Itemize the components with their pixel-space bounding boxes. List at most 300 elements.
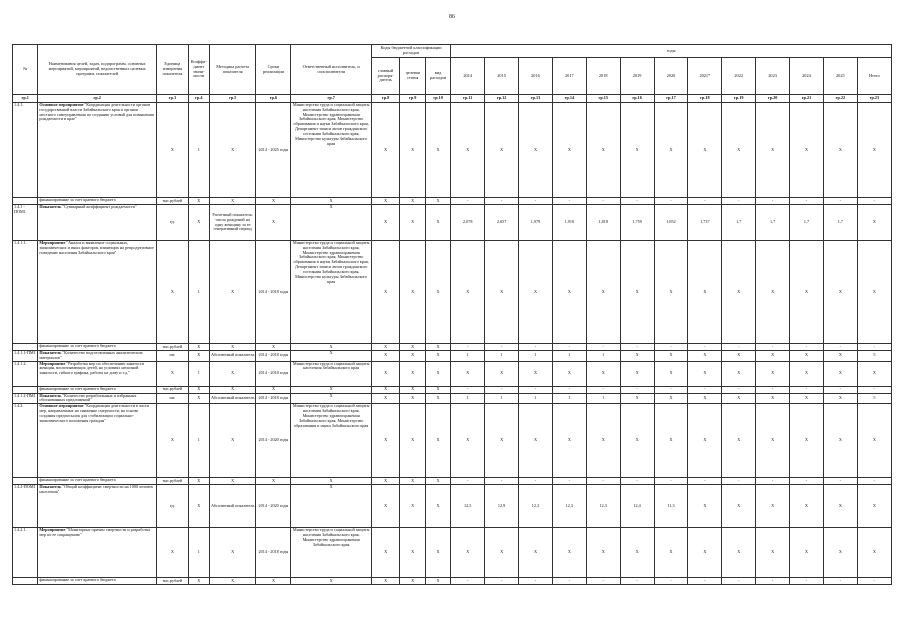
row-year-value: X: [519, 103, 553, 198]
row-year-value: X: [857, 205, 891, 241]
financing-row: [13, 386, 892, 393]
row-unit: X: [156, 528, 188, 578]
row-year-value: X: [654, 103, 688, 198]
row-num: 1.4.1.1-ПМ1: [13, 351, 38, 362]
row-period: 2014 - 2018 годы: [256, 361, 291, 386]
row-code: X: [425, 103, 450, 198]
row-year-value: -: [790, 478, 824, 485]
row-year-value: 1: [451, 393, 485, 404]
row-year-value: -: [586, 344, 620, 351]
financing-row: [13, 578, 892, 585]
row-year-value: 2,057: [485, 205, 519, 241]
row-year-value: -: [688, 386, 722, 393]
row-year-value: X: [485, 528, 519, 578]
row-code: X: [400, 103, 425, 198]
row-name: [38, 478, 157, 485]
row-year-value: -: [722, 578, 756, 585]
row-year-value: X: [451, 528, 485, 578]
row-year-value: X: [756, 485, 790, 528]
column-number: гр.16: [620, 95, 654, 103]
row-year-value: 1: [586, 393, 620, 404]
row-coef: X: [188, 351, 209, 362]
column-number: гр.19: [722, 95, 756, 103]
row-responsible: X: [291, 485, 371, 528]
row-year-value: X: [654, 241, 688, 344]
row-year-value: X: [756, 404, 790, 478]
row-year-value: X: [519, 361, 553, 386]
row-year-value: -: [586, 578, 620, 585]
row-year-value: X: [586, 241, 620, 344]
row-year-value: -: [790, 344, 824, 351]
row-year-value: 1,737: [688, 205, 722, 241]
column-number: гр.6: [256, 95, 291, 103]
row-kind: Мероприятие: [39, 361, 66, 366]
row-code: X: [371, 578, 400, 585]
row-year-value: -: [552, 344, 586, 351]
row-year-value: -: [857, 478, 891, 485]
row-year-value: -: [823, 198, 857, 205]
row-code: X: [400, 205, 425, 241]
row-year-value: -: [654, 386, 688, 393]
row-coef: 1: [188, 241, 209, 344]
row-code: X: [371, 528, 400, 578]
row-year-value: 1,759: [620, 205, 654, 241]
row-year-value: X: [688, 528, 722, 578]
row-year-value: X: [586, 404, 620, 478]
row-code: X: [400, 478, 425, 485]
row-year-value: -: [552, 478, 586, 485]
financing-row: [13, 198, 892, 205]
row-year-value: -: [654, 478, 688, 485]
row-year-value: -: [756, 478, 790, 485]
row-year-value: -: [451, 198, 485, 205]
row-year-value: 1,818: [586, 205, 620, 241]
header-year: Итого: [857, 58, 891, 95]
column-number: гр.5: [209, 95, 256, 103]
row-year-value: -: [688, 344, 722, 351]
column-number: гр.22: [823, 95, 857, 103]
table-row: [13, 241, 892, 344]
header-year: 2023: [756, 58, 790, 95]
row-year-value: 5: [857, 393, 891, 404]
table-row: [13, 393, 892, 404]
row-kind: Основное мероприятие: [39, 102, 84, 107]
row-year-value: 1,7: [722, 205, 756, 241]
row-year-value: -: [519, 344, 553, 351]
row-unit: X: [156, 404, 188, 478]
row-year-value: -: [586, 386, 620, 393]
row-year-value: 1,910: [552, 205, 586, 241]
row-text: финансирование за счет краевого бюджета: [39, 577, 116, 583]
header-budget-codes: Коды бюджетной классификации расходов: [371, 45, 450, 58]
row-year-value: -: [823, 578, 857, 585]
row-year-value: X: [620, 404, 654, 478]
row-method: X: [209, 478, 256, 485]
row-year-value: X: [586, 361, 620, 386]
row-kind: Показатель: [39, 484, 62, 490]
row-code: X: [371, 361, 400, 386]
row-unit: ед.: [156, 205, 188, 241]
row-method: X: [209, 198, 256, 205]
row-code: X: [425, 528, 450, 578]
row-text: "Суммарный коэффициент рождаемости": [62, 204, 137, 209]
row-num: 1.4.1.2-ПМ1: [13, 393, 38, 404]
row-year-value: X: [857, 485, 891, 528]
row-year-value: X: [857, 241, 891, 344]
row-year-value: 1: [451, 351, 485, 362]
row-code: X: [371, 103, 400, 198]
row-num: 1.4.2-ПОМ1: [13, 485, 38, 528]
row-name: [38, 386, 157, 393]
header-year: 2018: [586, 58, 620, 95]
row-name: [38, 198, 157, 205]
row-year-value: X: [620, 351, 654, 362]
column-number: гр.11: [451, 95, 485, 103]
row-year-value: -: [620, 344, 654, 351]
row-unit: тыс.рублей: [156, 198, 188, 205]
row-year-value: -: [688, 478, 722, 485]
row-name: [38, 404, 157, 478]
row-year-value: X: [722, 103, 756, 198]
header-year: 2014: [451, 58, 485, 95]
row-method: X: [209, 528, 256, 578]
row-year-value: X: [722, 361, 756, 386]
row-year-value: X: [552, 528, 586, 578]
row-year-value: -: [722, 478, 756, 485]
row-code: X: [400, 404, 425, 478]
row-year-value: X: [485, 361, 519, 386]
row-period: 2014 - 2018 годы: [256, 393, 291, 404]
row-method: X: [209, 344, 256, 351]
row-year-value: -: [485, 198, 519, 205]
row-year-value: -: [485, 386, 519, 393]
row-method: X: [209, 103, 256, 198]
row-period: X: [256, 386, 291, 393]
row-year-value: X: [823, 485, 857, 528]
row-num: 1.4.1.2.: [13, 361, 38, 386]
row-year-value: X: [790, 351, 824, 362]
row-kind: Показатель: [39, 393, 62, 398]
financing-row: [13, 478, 892, 485]
header-num: №: [13, 45, 38, 95]
row-period: X: [256, 198, 291, 205]
row-unit: тыс.рублей: [156, 386, 188, 393]
row-year-value: -: [722, 344, 756, 351]
column-number-row: [13, 95, 892, 103]
row-name: [38, 103, 157, 198]
row-period: 2014 - 2018 годы: [256, 351, 291, 362]
row-code: X: [425, 578, 450, 585]
row-year-value: X: [451, 103, 485, 198]
row-name: [38, 528, 157, 578]
row-coef: 1: [188, 103, 209, 198]
row-text: "Общий коэффициент смертности на 1000 человек населения": [39, 484, 154, 495]
row-text: финансирование за счет краевого бюджета: [39, 386, 116, 391]
column-number: гр.12: [485, 95, 519, 103]
row-code: X: [371, 241, 400, 344]
row-year-value: X: [722, 351, 756, 362]
row-code: X: [400, 351, 425, 362]
header-coef: Коэффи-циент значи-мости: [188, 45, 209, 95]
row-year-value: 1,979: [519, 205, 553, 241]
table-body: [13, 103, 892, 585]
row-year-value: X: [620, 241, 654, 344]
row-code: X: [400, 198, 425, 205]
row-num: [13, 386, 38, 393]
row-year-value: 12,4: [620, 485, 654, 528]
row-year-value: X: [790, 485, 824, 528]
row-year-value: 1: [519, 351, 553, 362]
row-num: [13, 344, 38, 351]
row-year-value: -: [722, 198, 756, 205]
row-code: X: [371, 344, 400, 351]
row-year-value: -: [790, 198, 824, 205]
table-row: [13, 361, 892, 386]
row-year-value: -: [688, 198, 722, 205]
row-year-value: X: [688, 241, 722, 344]
row-period: X: [256, 344, 291, 351]
row-year-value: 12,3: [552, 485, 586, 528]
row-period: 2014 - 2018 годы: [256, 528, 291, 578]
row-year-value: -: [586, 478, 620, 485]
row-year-value: X: [823, 351, 857, 362]
row-year-value: X: [857, 528, 891, 578]
row-code: X: [400, 393, 425, 404]
row-year-value: X: [722, 241, 756, 344]
row-coef: 1: [188, 361, 209, 386]
row-unit: ед.: [156, 485, 188, 528]
row-code: X: [425, 198, 450, 205]
row-year-value: X: [620, 393, 654, 404]
header-unit: Единица измерения показателя: [156, 45, 188, 95]
row-name: [38, 393, 157, 404]
row-year-value: X: [654, 361, 688, 386]
row-year-value: X: [790, 393, 824, 404]
table-row: [13, 103, 892, 198]
row-code: X: [400, 386, 425, 393]
row-year-value: -: [451, 478, 485, 485]
row-coef: 1: [188, 404, 209, 478]
row-year-value: X: [451, 404, 485, 478]
row-kind: Мероприятие: [39, 240, 66, 245]
row-year-value: -: [756, 386, 790, 393]
row-year-value: X: [586, 103, 620, 198]
row-year-value: -: [654, 344, 688, 351]
header-method: Методика расчета показателя: [209, 45, 256, 95]
row-unit: тыс.рублей: [156, 478, 188, 485]
row-year-value: X: [790, 404, 824, 478]
row-year-value: X: [654, 528, 688, 578]
header-year: 2019: [620, 58, 654, 95]
row-year-value: X: [552, 404, 586, 478]
row-year-value: -: [620, 578, 654, 585]
column-number: гр.13: [519, 95, 553, 103]
row-year-value: 12,5: [451, 485, 485, 528]
row-year-value: -: [485, 578, 519, 585]
row-coef: X: [188, 344, 209, 351]
header-main-manager: главный распоря-дитель: [371, 58, 400, 95]
row-period: X: [256, 478, 291, 485]
row-code: X: [425, 241, 450, 344]
row-year-value: -: [756, 198, 790, 205]
row-unit: тыс.рублей: [156, 578, 188, 585]
row-year-value: X: [756, 351, 790, 362]
row-code: X: [400, 361, 425, 386]
row-name: [38, 351, 157, 362]
row-num: 1.4.1.1.: [13, 241, 38, 344]
header-year: 2022: [722, 58, 756, 95]
row-year-value: -: [519, 478, 553, 485]
row-year-value: X: [823, 528, 857, 578]
table-row: [13, 404, 892, 478]
row-code: X: [371, 485, 400, 528]
row-year-value: X: [823, 103, 857, 198]
row-responsible: Министерство труда и социальной защиты населения Забайкальского края, Министерство здравоохранения Забайкальского края, Министерство образования и науки Забайкальского края: [291, 404, 371, 478]
row-year-value: X: [654, 404, 688, 478]
row-coef: X: [188, 578, 209, 585]
row-year-value: -: [756, 578, 790, 585]
row-year-value: -: [790, 386, 824, 393]
row-year-value: X: [552, 361, 586, 386]
row-year-value: X: [451, 361, 485, 386]
row-code: X: [425, 393, 450, 404]
row-responsible: X: [291, 478, 371, 485]
row-year-value: 1,852: [654, 205, 688, 241]
row-period: 2014 - 2020 годы: [256, 485, 291, 528]
column-number: гр.2: [38, 95, 157, 103]
row-responsible: X: [291, 198, 371, 205]
column-number: гр.8: [371, 95, 400, 103]
row-code: X: [400, 344, 425, 351]
row-period: 2014 - 2025 годы: [256, 103, 291, 198]
row-year-value: -: [688, 578, 722, 585]
row-year-value: X: [722, 485, 756, 528]
row-year-value: 1,7: [756, 205, 790, 241]
row-code: X: [425, 478, 450, 485]
row-text: "Разработка мер по обеспечению занятости женщин, воспитывающих детей, на условиях неполной занятости, гибкого графика, работы на дому и т.д.": [39, 361, 144, 376]
row-year-value: -: [823, 386, 857, 393]
column-number: гр.23: [857, 95, 891, 103]
header-year: 2015: [485, 58, 519, 95]
row-year-value: 12,9: [485, 485, 519, 528]
table-row: [13, 485, 892, 528]
row-year-value: X: [756, 528, 790, 578]
row-year-value: -: [519, 386, 553, 393]
row-year-value: -: [790, 578, 824, 585]
row-year-value: 1: [586, 351, 620, 362]
header-period: Сроки реализации: [256, 45, 291, 95]
program-measures-table: [12, 44, 892, 585]
row-period: 2014 - 2020 годы: [256, 404, 291, 478]
row-responsible: X: [291, 386, 371, 393]
row-year-value: 1: [485, 393, 519, 404]
row-code: X: [425, 361, 450, 386]
header-target-article: целевая статья: [400, 58, 425, 95]
row-year-value: X: [552, 241, 586, 344]
row-year-value: -: [722, 386, 756, 393]
row-year-value: X: [857, 361, 891, 386]
row-method: Абсолютный показатель: [209, 393, 256, 404]
row-text: финансирование за счет краевого бюджета: [39, 477, 116, 483]
row-year-value: X: [688, 361, 722, 386]
row-period: X: [256, 578, 291, 585]
header-responsible: Ответственный исполнитель, и соисполнители: [291, 45, 371, 95]
row-code: X: [400, 241, 425, 344]
row-code: X: [371, 478, 400, 485]
row-year-value: X: [654, 393, 688, 404]
row-text: "Координация деятельности органов государственной власти Забайкальского края и органов местного самоуправления по созданию условий для повышения рождаемости в крае": [39, 102, 154, 122]
row-code: X: [371, 404, 400, 478]
row-year-value: X: [756, 393, 790, 404]
row-year-value: X: [722, 404, 756, 478]
row-unit: шт.: [156, 393, 188, 404]
row-year-value: -: [451, 386, 485, 393]
row-responsible: Министерство труда и социальной защиты населения Забайкальского края, Министерство здравоохранения Забайкальского края, Министерство образования и науки Забайкальского края, Департамент записи актов гражданского состояния Забайкальского края, Министерство культуры Забайкальского края: [291, 241, 371, 344]
row-year-value: -: [485, 344, 519, 351]
row-responsible: X: [291, 344, 371, 351]
row-coef: X: [188, 485, 209, 528]
column-number: гр.3: [156, 95, 188, 103]
row-method: X: [209, 386, 256, 393]
row-text: финансирование за счет краевого бюджета: [39, 343, 116, 348]
row-code: X: [400, 485, 425, 528]
row-year-value: -: [857, 578, 891, 585]
row-year-value: -: [857, 198, 891, 205]
row-coef: 1: [188, 528, 209, 578]
row-period: X: [256, 205, 291, 241]
row-year-value: X: [552, 103, 586, 198]
header-year: 2024: [790, 58, 824, 95]
row-year-value: 1: [519, 393, 553, 404]
row-year-value: 2,078: [451, 205, 485, 241]
row-text: "Мониторинг причин смертности и разработка мер по ее сокращению": [39, 527, 151, 538]
row-year-value: -: [519, 578, 553, 585]
column-number: гр.1: [13, 95, 38, 103]
row-kind: Показатель: [39, 204, 62, 209]
row-year-value: -: [857, 386, 891, 393]
page-number: 86: [449, 14, 455, 20]
header-years: годы: [451, 45, 892, 58]
row-year-value: 1: [485, 351, 519, 362]
row-year-value: X: [722, 528, 756, 578]
row-year-value: 1,7: [790, 205, 824, 241]
row-text: финансирование за счет краевого бюджета: [39, 197, 116, 202]
column-number: гр.17: [654, 95, 688, 103]
row-code: X: [371, 198, 400, 205]
row-period: 2014 - 2018 годы: [256, 241, 291, 344]
row-method: X: [209, 578, 256, 585]
row-responsible: Министерство труда и социальной защиты населения Забайкальского края, Министерство здравоохранения Забайкальского края, Министерство образования и науки Забайкальского края, Департамент записи актов гражданского состояния Забайкальского края, Министерство культуры Забайкальского края: [291, 103, 371, 198]
row-num: 1.4.1.: [13, 103, 38, 198]
row-num: [13, 198, 38, 205]
row-year-value: X: [688, 103, 722, 198]
row-year-value: -: [519, 198, 553, 205]
row-coef: X: [188, 478, 209, 485]
row-year-value: X: [688, 404, 722, 478]
row-name: [38, 241, 157, 344]
column-number: гр.4: [188, 95, 209, 103]
row-year-value: 5: [857, 351, 891, 362]
row-code: X: [425, 386, 450, 393]
row-year-value: -: [654, 578, 688, 585]
row-unit: X: [156, 103, 188, 198]
row-year-value: X: [790, 528, 824, 578]
row-text: "Количество подготовленных аналитических материалов": [39, 350, 143, 360]
row-year-value: X: [485, 103, 519, 198]
row-method: Расчетный показатель: число рождений на одну женщину за ее генеративный период: [209, 205, 256, 241]
row-year-value: X: [688, 485, 722, 528]
row-year-value: -: [552, 578, 586, 585]
